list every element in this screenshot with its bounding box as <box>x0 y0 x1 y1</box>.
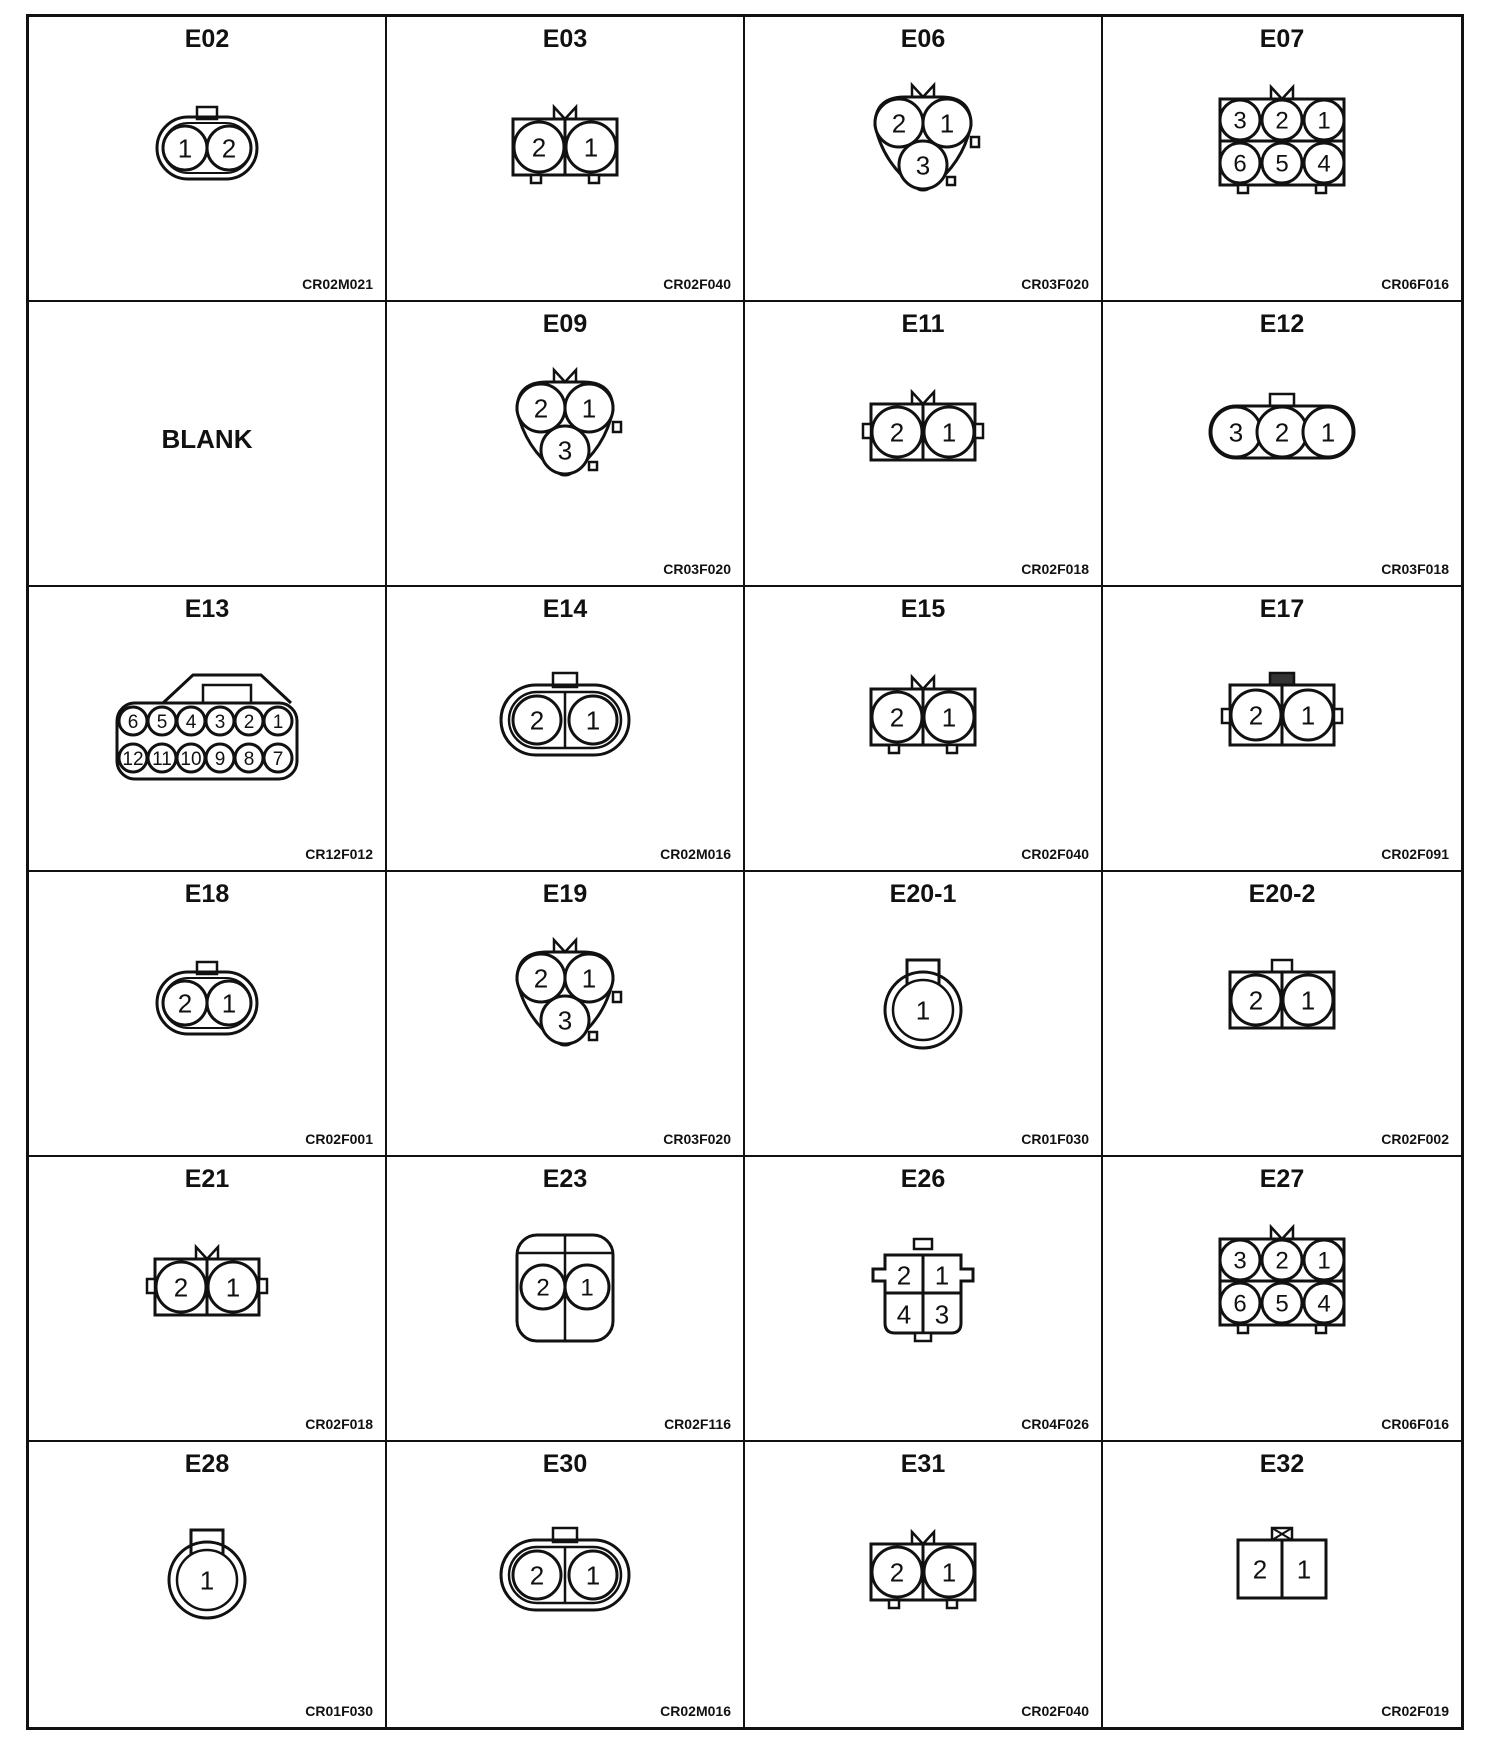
pin-label: 1 <box>580 1274 594 1302</box>
pin-label: 5 <box>1275 1290 1289 1318</box>
locking-tab <box>914 1239 932 1249</box>
connector-face-svg <box>1182 930 1382 1080</box>
connector-diagram <box>1182 930 1382 1080</box>
pin-label: 1 <box>1320 417 1336 448</box>
connector-face <box>157 107 257 179</box>
pin-label: 2 <box>529 1560 545 1591</box>
connector-face <box>875 85 979 190</box>
pin-label: 2 <box>243 711 255 733</box>
connector-face <box>157 962 257 1034</box>
connector-face-svg <box>823 930 1023 1080</box>
pin-label: 1 <box>939 108 955 139</box>
connector-face <box>885 960 961 1048</box>
connector-id: E23 <box>542 1165 588 1193</box>
pin-label: 1 <box>1300 985 1316 1016</box>
pin-label: 1 <box>199 1565 215 1596</box>
connector-part-code: CR02F040 <box>663 276 731 292</box>
pin-label: 3 <box>1233 1247 1247 1275</box>
pin-label: 2 <box>173 1272 189 1303</box>
connector-part-code: CR06F016 <box>1381 276 1449 292</box>
pin-label: 1 <box>177 133 193 164</box>
connector-id: E11 <box>901 310 945 338</box>
connector-id: E19 <box>542 880 588 908</box>
connector-face-svg <box>107 1215 307 1365</box>
locking-tab <box>915 1333 931 1341</box>
pin-label: 1 <box>585 705 601 736</box>
connector-face <box>147 1247 267 1315</box>
pin-label: 12 <box>122 748 144 770</box>
locking-tab <box>1270 394 1294 406</box>
pin-label: 4 <box>896 1299 912 1330</box>
connector-cell <box>745 1157 1103 1442</box>
connector-id: E03 <box>542 25 588 53</box>
connector-face <box>501 673 629 755</box>
connector-cell <box>1103 17 1461 302</box>
pin-label: 3 <box>214 711 226 733</box>
connector-face-svg <box>823 360 1023 510</box>
connector-part-code: CR03F020 <box>663 561 731 577</box>
connector-id: E14 <box>542 595 588 623</box>
connector-part-code: CR12F012 <box>305 846 373 862</box>
connector-id: E06 <box>900 25 946 53</box>
locking-tab <box>947 1600 957 1608</box>
connector-part-code: CR03F020 <box>663 1131 731 1147</box>
latch-window <box>203 685 251 703</box>
pin-label: 4 <box>1317 1290 1331 1318</box>
connector-part-code: CR02M021 <box>302 276 373 292</box>
pin-label: 7 <box>272 748 284 770</box>
locking-tab <box>1272 960 1292 972</box>
connector-face-svg <box>107 645 307 795</box>
connector-diagram <box>107 930 307 1080</box>
connector-face-svg <box>823 1215 1023 1365</box>
locking-tab <box>947 177 955 185</box>
connector-cell <box>387 587 745 872</box>
connector-part-code: CR02F116 <box>664 1416 731 1432</box>
connector-cell <box>1103 1442 1461 1727</box>
connector-cell <box>387 17 745 302</box>
connector-face <box>1220 1227 1344 1333</box>
pin-label: 2 <box>533 963 549 994</box>
connector-id: E02 <box>184 25 230 53</box>
connector-part-code: CR06F016 <box>1381 1416 1449 1432</box>
pin-label: 3 <box>557 435 573 466</box>
connector-cell <box>387 302 745 587</box>
connector-diagram <box>823 1500 1023 1650</box>
connector-face <box>501 1528 629 1610</box>
pin-label: 3 <box>1228 417 1244 448</box>
connector-face <box>863 392 983 460</box>
connector-part-code: CR02F040 <box>1021 1703 1089 1719</box>
latch-notch <box>554 940 576 952</box>
connector-face <box>169 1530 245 1618</box>
pin-label: 1 <box>915 995 931 1026</box>
connector-diagram <box>465 930 665 1080</box>
pin-label: 2 <box>536 1274 550 1302</box>
connector-id: E20-2 <box>1248 880 1316 908</box>
pin-label: 1 <box>941 702 957 733</box>
connector-id: E21 <box>184 1165 230 1193</box>
connector-cell <box>29 587 387 872</box>
connector-id: E15 <box>900 595 946 623</box>
pin-label: 2 <box>1248 700 1264 731</box>
latch-notch <box>912 677 934 689</box>
pin-label: 4 <box>185 711 197 733</box>
pin-label: 1 <box>585 1560 601 1591</box>
connector-part-code: CR02F019 <box>1381 1703 1449 1719</box>
connector-shroud <box>163 675 291 703</box>
connector-face-svg <box>465 75 665 225</box>
connector-face-svg <box>107 75 307 225</box>
pin-label: 2 <box>889 417 905 448</box>
connector-face <box>1210 394 1354 458</box>
pin-label: 5 <box>156 711 168 733</box>
connector-diagram <box>823 645 1023 795</box>
locking-tab <box>147 1279 155 1293</box>
connector-face <box>873 1239 973 1341</box>
pin-label: 10 <box>180 748 202 770</box>
connector-diagram <box>465 360 665 510</box>
connector-cell <box>1103 587 1461 872</box>
pin-label: 3 <box>915 150 931 181</box>
locking-tab <box>259 1279 267 1293</box>
pin-label: 4 <box>1317 150 1331 178</box>
connector-part-code: CR03F020 <box>1021 276 1089 292</box>
locking-tab <box>589 1032 597 1040</box>
latch-notch <box>554 107 576 119</box>
connector-face <box>117 675 297 779</box>
connector-part-code: CR02F002 <box>1381 1131 1449 1147</box>
pin-label: 6 <box>1233 150 1247 178</box>
connector-id: E07 <box>1259 25 1305 53</box>
blank-label: BLANK <box>161 424 253 454</box>
connector-cell <box>29 302 387 587</box>
locking-tab <box>971 137 979 147</box>
connector-face <box>871 677 975 753</box>
pin-label: 3 <box>1233 107 1247 135</box>
connector-face-svg <box>465 360 665 510</box>
connector-id: E31 <box>900 1450 946 1478</box>
pin-label: 1 <box>272 711 284 733</box>
connector-cell <box>745 872 1103 1157</box>
connector-face-svg <box>465 645 665 795</box>
connector-cell <box>29 17 387 302</box>
latch-notch <box>554 370 576 382</box>
connector-cell <box>29 1157 387 1442</box>
locking-tab <box>1316 1325 1326 1333</box>
pin-label: 2 <box>1248 985 1264 1016</box>
pin-label: 6 <box>1233 1290 1247 1318</box>
pin-label: 8 <box>243 748 255 770</box>
connector-face <box>517 1235 613 1341</box>
connector-cell <box>745 1442 1103 1727</box>
pin-label: 2 <box>1275 107 1289 135</box>
connector-part-code: CR02F018 <box>1021 561 1089 577</box>
connector-face-svg <box>823 75 1023 225</box>
connector-face <box>1220 87 1344 193</box>
connector-face <box>517 940 621 1045</box>
locking-tab <box>589 175 599 183</box>
connector-face-svg <box>465 930 665 1080</box>
pin-label: 6 <box>127 711 139 733</box>
connector-cell <box>745 17 1103 302</box>
connector-face-svg <box>107 1500 307 1650</box>
pin-label: 9 <box>214 748 226 770</box>
connector-face-svg <box>823 645 1023 795</box>
locking-tab <box>613 422 621 432</box>
connector-cell <box>29 872 387 1157</box>
connector-face-svg <box>107 930 307 1080</box>
connector-face-svg <box>1182 360 1382 510</box>
connector-id: E18 <box>184 880 230 908</box>
pin-label: 11 <box>152 748 172 770</box>
connector-cell <box>745 302 1103 587</box>
connector-id: E28 <box>184 1450 230 1478</box>
connector-part-code: CR04F026 <box>1021 1416 1089 1432</box>
connector-part-code: CR02F018 <box>305 1416 373 1432</box>
latch-notch <box>912 85 934 97</box>
connector-id: E13 <box>184 595 230 623</box>
pin-label: 1 <box>1317 107 1331 135</box>
locking-tab <box>613 992 621 1002</box>
connector-face-svg <box>1182 1500 1382 1650</box>
pin-label: 1 <box>225 1272 241 1303</box>
connector-diagram <box>465 645 665 795</box>
connector-diagram <box>1182 1215 1382 1365</box>
pin-label: 2 <box>1274 417 1290 448</box>
latch-notch <box>196 1247 218 1259</box>
connector-diagram <box>1182 360 1382 510</box>
pin-label: 2 <box>889 1557 905 1588</box>
connector-id: E32 <box>1259 1450 1305 1478</box>
connector-face <box>1222 673 1342 745</box>
locking-tab <box>1334 709 1342 723</box>
pin-label: 2 <box>177 988 193 1019</box>
connector-id: E27 <box>1259 1165 1305 1193</box>
connector-part-code: CR02M016 <box>660 1703 731 1719</box>
connector-cell <box>387 1157 745 1442</box>
latch-notch <box>912 1532 934 1544</box>
connector-diagram <box>1182 1500 1382 1650</box>
connector-part-code: CR03F018 <box>1381 561 1449 577</box>
connector-cell <box>29 1442 387 1727</box>
locking-tab <box>947 745 957 753</box>
locking-tab <box>889 745 899 753</box>
connector-diagram <box>823 930 1023 1080</box>
locking-tab <box>975 424 983 438</box>
connector-cell <box>387 1442 745 1727</box>
connector-id: E12 <box>1259 310 1305 338</box>
connector-cell <box>387 872 745 1157</box>
pin-label: 3 <box>557 1005 573 1036</box>
connector-part-code: CR02M016 <box>660 846 731 862</box>
connector-diagram <box>823 1215 1023 1365</box>
connector-part-code: CR02F001 <box>305 1131 373 1147</box>
connector-face-svg <box>823 1500 1023 1650</box>
pin-label: 1 <box>941 417 957 448</box>
locking-tab <box>1316 185 1326 193</box>
locking-tab <box>1238 185 1248 193</box>
connector-diagram <box>107 1500 307 1650</box>
locking-tab <box>1238 1325 1248 1333</box>
latch-notch <box>1271 87 1293 99</box>
connector-diagram <box>107 645 307 795</box>
connector-face-svg <box>465 1215 665 1365</box>
pin-label: 2 <box>221 133 237 164</box>
connector-id: E20-1 <box>889 880 957 908</box>
connector-cell <box>1103 302 1461 587</box>
pin-label: 2 <box>891 108 907 139</box>
pin-label: 2 <box>1275 1247 1289 1275</box>
connector-diagram <box>823 360 1023 510</box>
pin-label: 1 <box>1317 1247 1331 1275</box>
connector-id: E09 <box>542 310 588 338</box>
connector-face <box>871 1532 975 1608</box>
connector-part-code: CR02F091 <box>1381 846 1449 862</box>
connector-id: E30 <box>542 1450 588 1478</box>
connector-face <box>513 107 617 183</box>
pin-label: 1 <box>581 963 597 994</box>
connector-diagram <box>107 75 307 225</box>
pin-label: 1 <box>1300 700 1316 731</box>
locking-tab <box>889 1600 899 1608</box>
connector-diagram <box>465 1500 665 1650</box>
pin-label: 1 <box>934 1260 950 1291</box>
pin-label: 1 <box>221 988 237 1019</box>
connector-diagram <box>465 1215 665 1365</box>
pin-label: 2 <box>533 393 549 424</box>
connector-diagram <box>107 1215 307 1365</box>
pin-label: 2 <box>529 705 545 736</box>
pin-label: 2 <box>531 132 547 163</box>
locking-tab <box>531 175 541 183</box>
latch-block <box>1270 673 1294 685</box>
connector-part-code: CR01F030 <box>1021 1131 1089 1147</box>
connector-part-code: CR01F030 <box>305 1703 373 1719</box>
latch-notch <box>1271 1227 1293 1239</box>
pin-label: 2 <box>1252 1554 1268 1585</box>
connector-face-svg <box>1182 1215 1382 1365</box>
pin-label: 1 <box>941 1557 957 1588</box>
connector-part-code: CR02F040 <box>1021 846 1089 862</box>
connector-face <box>517 370 621 475</box>
locking-tab <box>589 462 597 470</box>
connector-cell <box>1103 872 1461 1157</box>
connector-grid <box>26 14 1464 1730</box>
latch-notch <box>912 392 934 404</box>
connector-diagram <box>1182 75 1382 225</box>
pin-label: 1 <box>583 132 599 163</box>
connector-diagram <box>823 75 1023 225</box>
connector-face <box>1238 1528 1326 1598</box>
pin-label: 1 <box>1296 1554 1312 1585</box>
connector-face-svg <box>465 1500 665 1650</box>
pin-label: 2 <box>896 1260 912 1291</box>
connector-face <box>1230 960 1334 1028</box>
connector-diagram <box>465 75 665 225</box>
locking-tab <box>863 424 871 438</box>
pin-label: 5 <box>1275 150 1289 178</box>
connector-id: E17 <box>1259 595 1305 623</box>
connector-id: E26 <box>900 1165 946 1193</box>
locking-tab <box>1222 709 1230 723</box>
pin-label: 1 <box>581 393 597 424</box>
connector-face-svg <box>1182 645 1382 795</box>
pin-label: 3 <box>934 1299 950 1330</box>
pin-label: 2 <box>889 702 905 733</box>
connector-cell <box>745 587 1103 872</box>
connector-diagram <box>1182 645 1382 795</box>
connector-face-svg <box>1182 75 1382 225</box>
connector-cell <box>1103 1157 1461 1442</box>
